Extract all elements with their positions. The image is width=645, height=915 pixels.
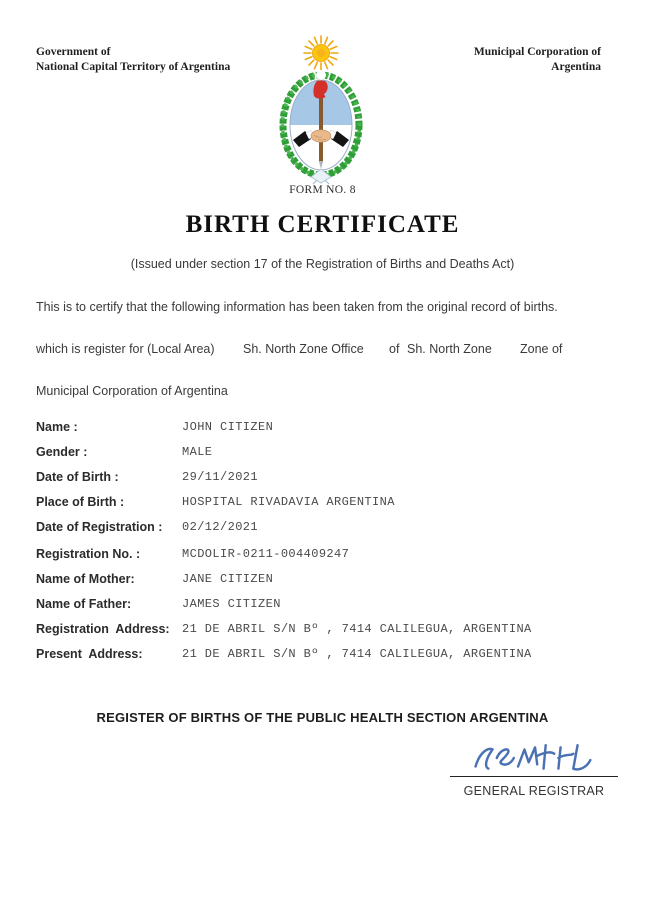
field-row-place-of-birth [36, 495, 615, 520]
field-label: Name : [36, 420, 78, 434]
wreath-top-gap [316, 70, 326, 80]
field-value: 21 DE ABRIL S/N Bº , 7414 CALILEGUA, ARGENTINA [182, 622, 532, 636]
field-label: Present Address: [36, 647, 143, 661]
field-row-name [36, 420, 615, 445]
certify-statement: This is to certify that the following information has been taken from the original record of births. [36, 300, 558, 314]
signature-stroke [476, 745, 591, 769]
zone-of-label: Zone of [520, 342, 563, 356]
form-number: FORM NO. 8 [289, 184, 356, 196]
field-value: 21 DE ABRIL S/N Bº , 7414 CALILEGUA, ARGENTINA [182, 647, 532, 661]
certificate-fields [36, 420, 615, 672]
registrar-signature-icon [469, 741, 599, 775]
sun-face [317, 49, 325, 57]
zone-name: Sh. North Zone [407, 342, 492, 356]
field-label: Registration Address: [36, 622, 170, 636]
field-row-father-name [36, 597, 615, 622]
field-label: Date of Registration : [36, 520, 163, 534]
certificate-subtitle: (Issued under section 17 of the Registration of Births and Deaths Act) [130, 257, 515, 271]
field-value: HOSPITAL RIVADAVIA ARGENTINA [182, 495, 395, 509]
municipal-corporation-line1: Municipal Corporation of [473, 46, 601, 58]
certificate-title: BIRTH CERTIFICATE [185, 211, 460, 238]
register-area-line [0, 342, 645, 358]
field-row-date-of-birth [36, 470, 615, 495]
issuing-government-line2: National Capital Territory of Argentina [36, 61, 231, 73]
field-label: Gender : [36, 445, 88, 459]
municipal-corporation-line2: Argentina [551, 61, 601, 73]
field-label: Registration No. : [36, 547, 141, 561]
field-value: JAMES CITIZEN [182, 597, 281, 611]
register-statement: REGISTER OF BIRTHS OF THE PUBLIC HEALTH SECTION ARGENTINA [96, 710, 549, 725]
field-value: JOHN CITIZEN [182, 420, 274, 434]
field-row-present-address [36, 647, 615, 672]
field-value: 02/12/2021 [182, 520, 259, 534]
field-label: Name of Mother: [36, 572, 135, 586]
signatory-title: GENERAL REGISTRAR [463, 784, 605, 798]
field-row-gender [36, 445, 615, 470]
field-value: MCDOLIR-0211-004409247 [182, 547, 350, 561]
signature-line [450, 776, 618, 777]
field-row-mother-name [36, 572, 615, 597]
pike-pole [319, 91, 322, 161]
field-value: MALE [182, 445, 213, 459]
of-word: of [389, 342, 400, 356]
register-prefix: which is register for (Local Area) [36, 342, 215, 356]
clasped-hands [311, 130, 331, 142]
field-label: Name of Father: [36, 597, 132, 611]
field-label: Place of Birth : [36, 495, 125, 509]
office-name: Sh. North Zone Office [243, 342, 364, 356]
field-row-date-of-registration [36, 520, 615, 545]
argentina-coat-of-arms-icon [273, 33, 369, 186]
field-row-registration-no [36, 547, 615, 572]
municipal-corporation [474, 45, 601, 75]
field-row-registration-address [36, 622, 615, 647]
field-label: Date of Birth : [36, 470, 119, 484]
corporation-name: Municipal Corporation of Argentina [36, 384, 228, 398]
field-value: JANE CITIZEN [182, 572, 274, 586]
signature-block [450, 741, 618, 798]
issuing-government-line1: Government of [36, 46, 111, 58]
field-value: 29/11/2021 [182, 470, 259, 484]
issuing-government [36, 45, 230, 75]
